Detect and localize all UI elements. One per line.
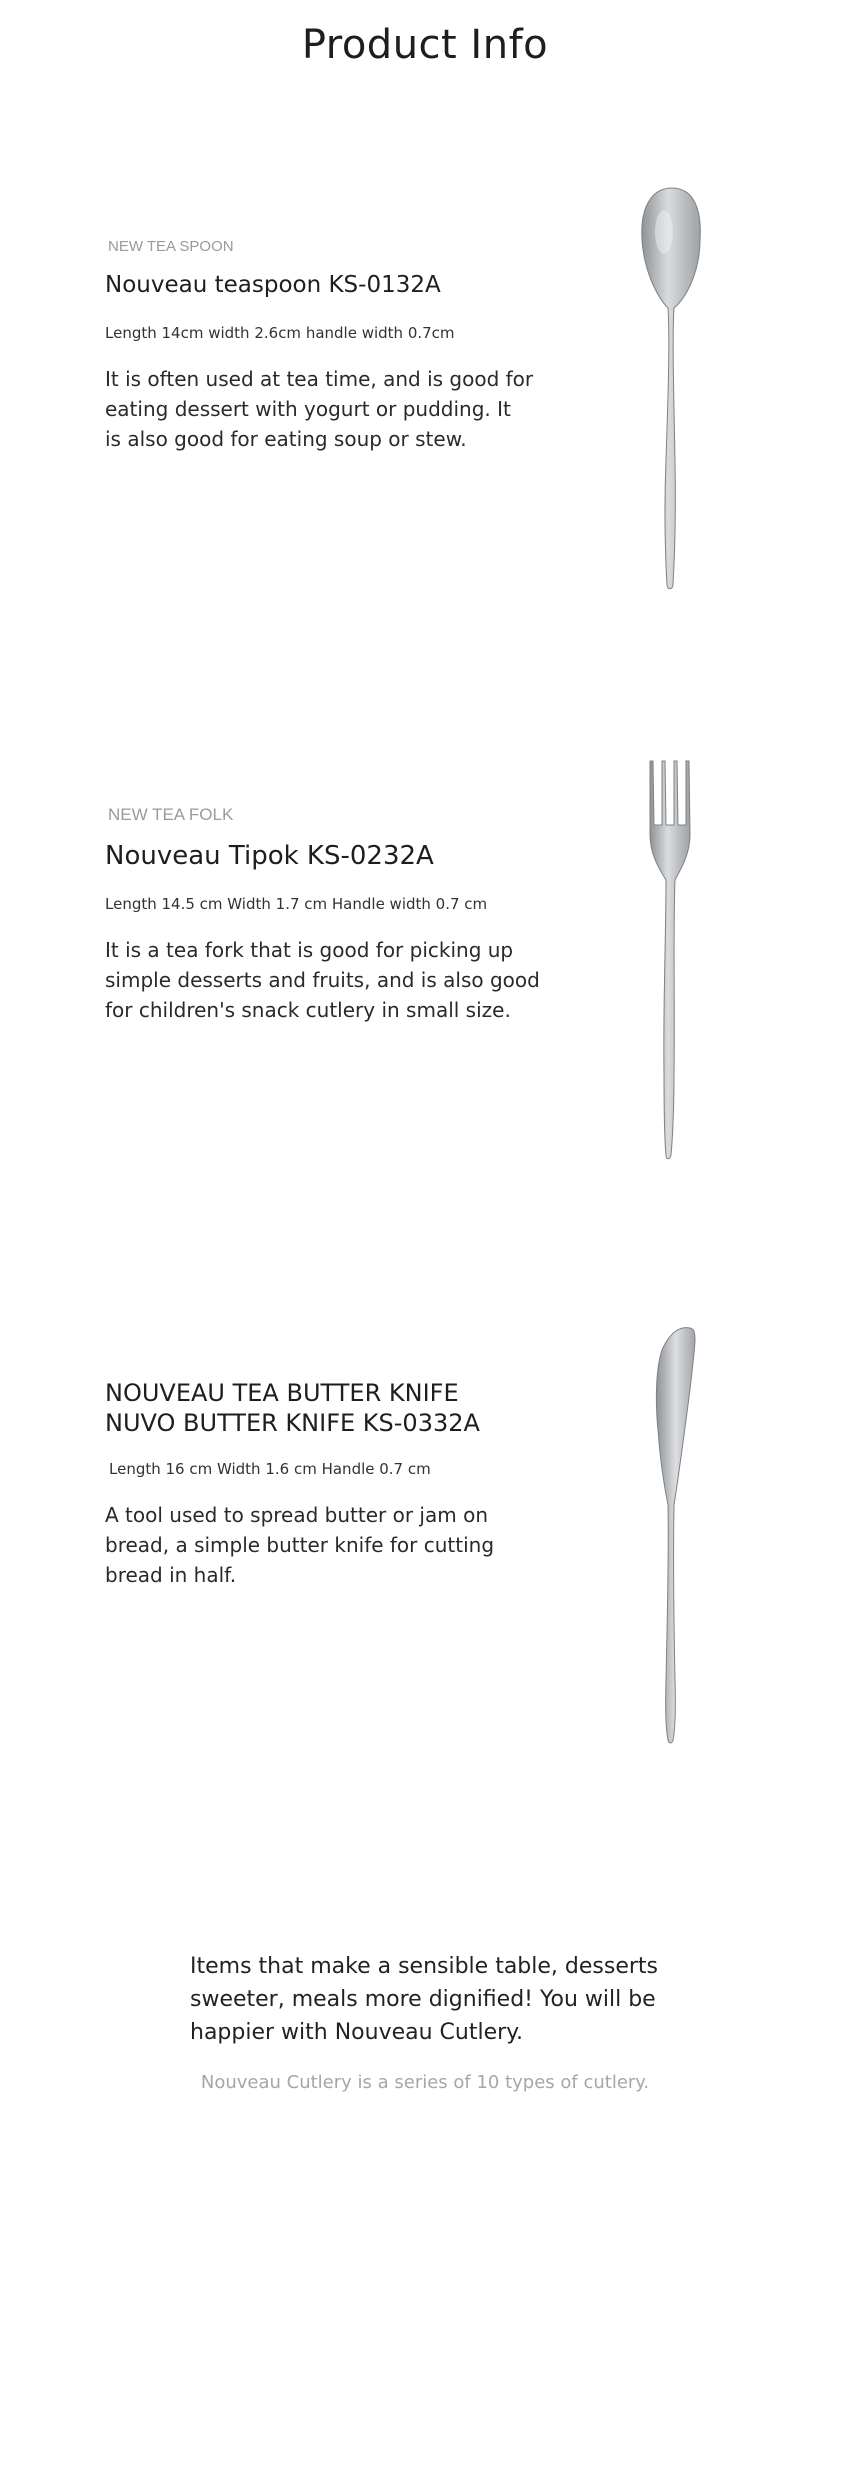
product-tea-fork	[105, 805, 545, 1025]
description-line: It is a tea fork that is good for picking up	[105, 938, 514, 962]
product-dimensions: Length 14.5 cm Width 1.7 cm Handle width 0.7 cm	[105, 895, 488, 913]
butter-knife-illustration	[620, 1320, 720, 1750]
product-dimensions: Length 16 cm Width 1.6 cm Handle 0.7 cm	[109, 1460, 431, 1478]
series-note: Nouveau Cutlery is a series of 10 types of cutlery.	[200, 2072, 650, 2093]
product-eyebrow: NEW TEA SPOON	[108, 238, 234, 255]
description-line: eating dessert with yogurt or pudding. It	[105, 397, 511, 421]
tea-fork-illustration	[620, 755, 720, 1165]
description-line: It is often used at tea time, and is good for	[105, 367, 534, 391]
product-name-line: NUVO BUTTER KNIFE KS-0332A	[105, 1409, 480, 1437]
product-description	[105, 364, 545, 454]
product-eyebrow: NEW TEA FOLK	[108, 805, 234, 824]
description-line: A tool used to spread butter or jam on	[105, 1503, 488, 1527]
closing-line: Items that make a sensible table, desserts	[190, 1954, 658, 1979]
description-line: simple desserts and fruits, and is also good	[105, 968, 540, 992]
closing-line: sweeter, meals more dignified! You will be	[190, 1987, 656, 2012]
product-butter-knife	[105, 1378, 545, 1590]
product-teaspoon	[105, 238, 545, 454]
description-line: for children's snack cutlery in small size.	[105, 998, 511, 1022]
closing-line: happier with Nouveau Cutlery.	[190, 2020, 524, 2045]
product-description	[105, 1500, 545, 1590]
closing-message	[190, 1950, 710, 2049]
product-dimensions: Length 14cm width 2.6cm handle width 0.7cm	[105, 324, 455, 342]
description-line: is also good for eating soup or stew.	[105, 427, 467, 451]
teaspoon-illustration	[620, 180, 720, 600]
page-title: Product Info	[301, 22, 549, 68]
product-description	[105, 935, 545, 1025]
description-line: bread in half.	[105, 1563, 237, 1587]
description-line: bread, a simple butter knife for cutting	[105, 1533, 495, 1557]
product-name-line: NOUVEAU TEA BUTTER KNIFE	[105, 1379, 459, 1407]
product-name: Nouveau teaspoon KS-0132A	[105, 272, 441, 298]
product-name: Nouveau Tipok KS-0232A	[105, 841, 434, 871]
product-name	[105, 1378, 545, 1438]
